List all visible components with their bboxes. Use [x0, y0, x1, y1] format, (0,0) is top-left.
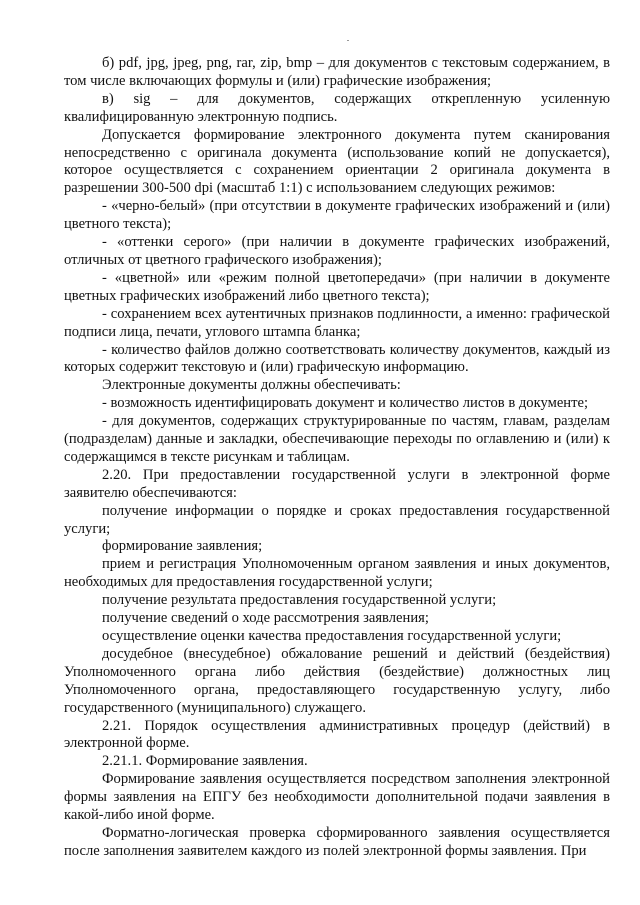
list-item-info: получение информации о порядке и сроках предоставления государственной услуги; [64, 502, 610, 537]
list-item-reception: прием и регистрация Уполномоченным органом заявления и иных документов, необходимых для предоставления государственной услуги; [64, 556, 610, 591]
paragraph-format-check: Форматно-логическая проверка сформированного заявления осуществляется после заполнения заявителем каждого из полей электронной формы заявления. При [64, 824, 610, 859]
paragraph-formats-pdf: б) pdf, jpg, jpeg, png, rar, zip, bmp – для документов с текстовым содержанием, в том числе включающих формулы и (или) графические изображения; [64, 55, 610, 89]
paragraph-form-submission: Формирование заявления осуществляется посредством заполнения электронной формы заявления на ЕПГУ без необходимости дополнительной подачи заявления в какой-либо иной форме. [64, 771, 610, 824]
list-item-identify: - возможность идентифицировать документ и количество листов в документе; [102, 395, 589, 412]
section-2-21-1: 2.21.1. Формирование заявления. [102, 753, 308, 770]
list-item-form-application: формирование заявления; [102, 538, 263, 555]
scan-mark [347, 40, 349, 41]
list-item-bw: - «черно-белый» (при отсутствии в документе графических изображений и (или) цветного текста); [64, 198, 610, 233]
section-2-21: 2.21. Порядок осуществления административных процедур (действий) в электронной форме. [64, 717, 610, 752]
list-item-file-count: - количество файлов должно соответствовать количеству документов, каждый из которых содержит текстовую и (или) графическую информацию. [64, 341, 610, 376]
list-item-structured: - для документов, содержащих структурированные по частям, главам, разделам (подразделам) данные и закладки, обеспечивающие переходы по оглавлению и (или) к содержащимся в тексте рисункам и таблицам. [64, 413, 610, 465]
paragraph-scanning: Допускается формирование электронного документа путем сканирования непосредственно с оригинала документа (использование копий не допускается), которое осуществляется с сохранением ориентации 2 оригинала документа в разрешении 300-500 dpi (масштаб 1:1) с использованием следующих режимов: [64, 126, 610, 197]
document-body [64, 55, 610, 861]
list-item-progress: получение сведений о ходе рассмотрения заявления; [102, 610, 429, 627]
list-item-grayscale: - «оттенки серого» (при наличии в документе графических изображений, отличных от цветного графического изображения); [64, 234, 610, 268]
paragraph-requirements: Электронные документы должны обеспечивать: [102, 377, 401, 394]
section-2-20: 2.20. При предоставлении государственной услуги в электронной форме заявителю обеспечиваются: [64, 466, 610, 501]
list-item-appeal: досудебное (внесудебное) обжалование решений и действий (бездействия) Уполномоченного органа либо действия (бездействие) должностных лиц Уполномоченного органа, предоставляющего государственную услугу, либо государственного (муниципального) служащего. [64, 645, 610, 716]
list-item-result: получение результата предоставления государственной услуги; [102, 592, 497, 609]
list-item-quality: осуществление оценки качества предоставления государственной услуги; [102, 628, 562, 644]
list-item-color: - «цветной» или «режим полной цветопередачи» (при наличии в документе цветных графических изображений либо цветного текста); [64, 269, 610, 304]
list-item-authenticity: - сохранением всех аутентичных признаков подлинности, а именно: графической подписи лица, печати, углового штампа бланка; [64, 305, 610, 340]
paragraph-formats-sig: в) sig – для документов, содержащих открепленную усиленную квалифицированную электронную подпись. [64, 90, 610, 125]
